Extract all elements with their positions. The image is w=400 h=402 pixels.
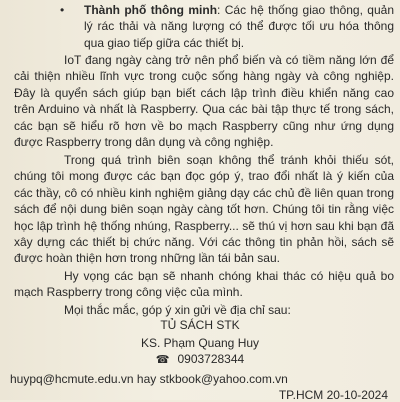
paragraph-1: IoT đang ngày càng trở nên phổ biến và có tiềm năng lớn để cải thiện nhiều lĩnh vực trong cuộc sống hàng ngày và công nghiệp. Đây là quyển sách giúp bạn biết cách lập trình điều khiển năng cao trên Arduino và nhất là Raspberry. Qua các bài tập thực tế trong sách, các bạn sẽ hiểu rõ hơn về bo mạch Raspberry cũng như ứng dụng được Raspberry trong dân dụng và công nghiệp. (14, 53, 394, 150)
contact-phone-row (0, 352, 400, 366)
paragraph-3: Hy vọng các bạn sẽ nhanh chóng khai thác có hiệu quả bo mạch Raspberry trong công việc của mình. (14, 269, 394, 300)
paragraph-2: Trong quá trình biên soạn không thể tránh khỏi thiếu sót, chúng tôi mong được các bạn đọc góp ý, trao đổi nhất là ý kiến của các thầy, cô có nhiều kinh nghiệm giảng dạy các chủ đề liên quan trong sách để nội dung biên soạn ngày càng tốt hơn. Chúng tôi tin rằng việc học lập trình hệ thống nhúng, Raspberry... sẽ thú vị hơn sau khi bạn đã xây dựng các thiết bị chức năng. Với các thông tin phản hồi, sách sẽ được hoàn thiện hơn trong những lần tái bản sau. (14, 153, 394, 266)
bullet-item (14, 2, 394, 51)
contact-emails[interactable]: huypq@hcmute.edu.vn hay stkbook@yahoo.com.vn (10, 372, 288, 386)
contact-org: TỦ SÁCH STK (160, 318, 240, 332)
bullet-label: Thành phố thông minh (84, 3, 218, 17)
signature-date: TP.HCM 20-10-2024 (278, 388, 388, 402)
contact-person: KS. Phạm Quang Huy (140, 336, 260, 350)
paragraph-4: Mọi thắc mắc, góp ý xin gửi về địa chỉ sau: (64, 303, 291, 317)
contact-phone[interactable]: 0903728344 (177, 352, 245, 366)
bullet-icon: • (60, 3, 65, 17)
phone-icon: ☎ (155, 354, 170, 366)
bullet-text: : Các hệ thống giao thông, quản lý rác thải và năng lượng có thể được tối ưu hóa thông qua giao tiếp giữa các thiết bị. (84, 3, 394, 50)
